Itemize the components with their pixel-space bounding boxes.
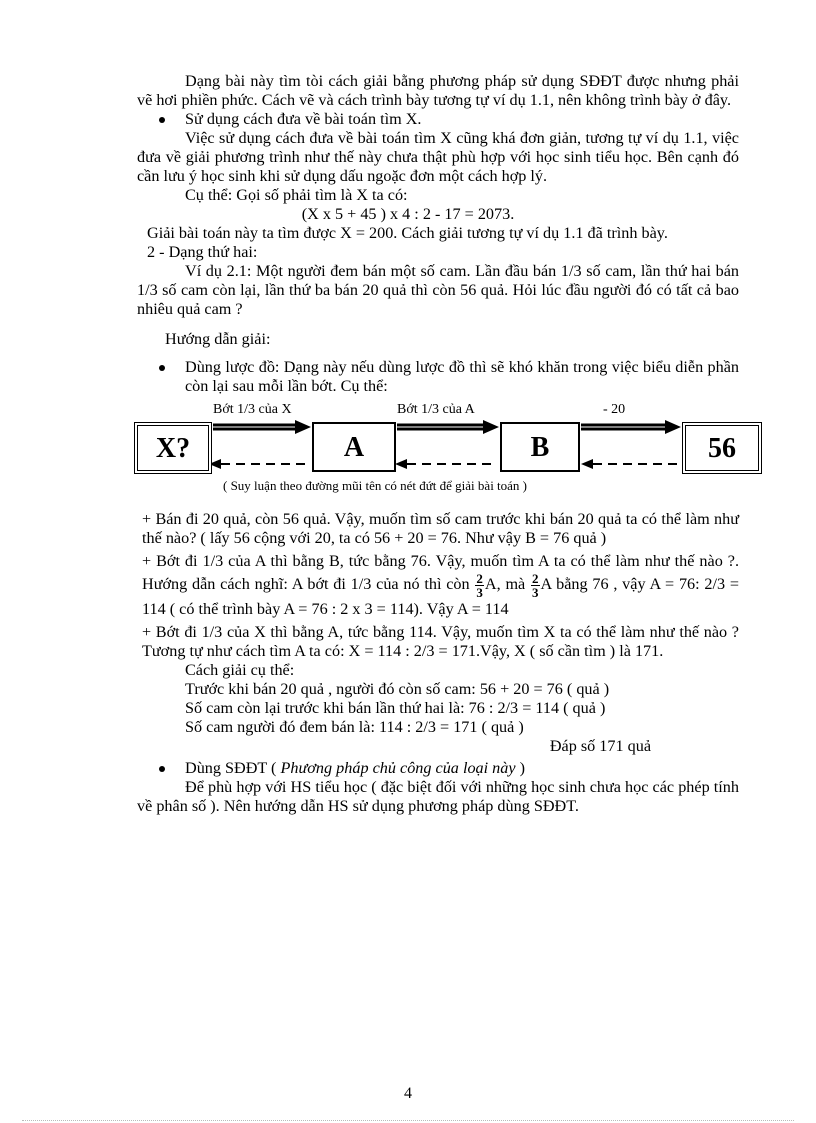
solution-title: Cách giải cụ thể: bbox=[185, 661, 295, 679]
page-number: 4 bbox=[404, 1085, 412, 1102]
label-minus-third-x: Bớt 1/3 của X bbox=[213, 402, 292, 417]
box-56: 56 bbox=[682, 422, 762, 474]
bullet-diagram-text: Dùng lược đồ: Dạng này nếu dùng lược đồ thì sẽ khó khăn trong việc biểu diễn phần còn lại sau mỗi lần bớt. Cụ thể: bbox=[185, 358, 739, 395]
bullet-sddt bbox=[137, 759, 739, 778]
paragraph-intro: Dạng bài này tìm tòi cách giải bằng phương pháp sử dụng SĐĐT được nhưng phải vẽ hơi phiền phức. Cách vẽ và cách trình bày tương tự ví dụ 1.1, nên không trình bày ở đây. bbox=[137, 72, 739, 109]
solution-line-2: Số cam còn lại trước khi bán lần thứ hai là: 76 : 2/3 = 114 ( quả ) bbox=[185, 699, 606, 717]
bullet-dot-icon bbox=[159, 766, 165, 772]
paragraph-solution-x: Giải bài toán này ta tìm được X = 200. Cách giải tương tự ví dụ 1.1 đã trình bày. bbox=[147, 224, 668, 242]
equation: (X x 5 + 45 ) x 4 : 2 - 17 = 2073. bbox=[301, 205, 515, 223]
box-x: X? bbox=[134, 422, 212, 474]
solid-arrow-x-to-a bbox=[213, 420, 311, 434]
dashed-arrow-56-to-b bbox=[581, 459, 679, 469]
reasoning-step-2 bbox=[137, 551, 739, 620]
solid-arrow-b-to-56 bbox=[581, 420, 681, 434]
paragraph-specific: Cụ thể: Gọi số phải tìm là X ta có: bbox=[185, 186, 408, 204]
paragraph-sddt: Để phù hợp với HS tiểu học ( đặc biệt đối với những học sinh chưa học các phép tính về phân số ). Nên hướng dẫn HS sử dụng phương pháp dùng SĐĐT. bbox=[137, 778, 739, 815]
bullet-sddt-post: ) bbox=[515, 759, 525, 777]
fraction-two-thirds bbox=[531, 572, 540, 599]
reasoning-step-1: + Bán đi 20 quả, còn 56 quả. Vậy, muốn tìm số cam trước khi bán 20 quả ta có thể làm như thế nào? ( lấy 56 cộng với 20, ta có 56 + 20 = 76. Như vậy B = 76 quả ) bbox=[142, 510, 739, 547]
bullet-dot-icon bbox=[159, 365, 165, 371]
fraction-numerator: 2 bbox=[532, 571, 539, 586]
document-body bbox=[137, 72, 739, 816]
box-a: A bbox=[312, 422, 396, 472]
flow-diagram bbox=[121, 396, 761, 494]
label-minus-third-a: Bớt 1/3 của A bbox=[397, 402, 475, 417]
fraction-numerator: 2 bbox=[476, 571, 483, 586]
heading-form-two: 2 - Dạng thứ hai: bbox=[147, 243, 258, 261]
reasoning-step-2-a: + Bớt đi 1/3 của A thì bằng B, tức bằng 76. Vậy, muốn tìm A ta có thể làm như thế nào ?. Hướng dẫn cách nghĩ: A bớt đi 1/3 của nó thì còn bbox=[142, 552, 739, 594]
example-2-1: Ví dụ 2.1: Một người đem bán một số cam. Lần đầu bán 1/3 số cam, lần thứ hai bán 1/3 số cam còn lại, lần thứ ba bán 20 quả thì còn 56 quả. Hỏi lúc đầu người đó có tất cả bao nhiêu quả cam ? bbox=[137, 262, 739, 318]
bullet-dot-icon bbox=[159, 117, 165, 123]
reasoning-step-3: + Bớt đi 1/3 của X thì bằng A, tức bằng 114. Vậy, muốn tìm X ta có thể làm như thế nào ?Tương tự như cách tìm A ta có: X = 114 : 2/3 = 171.Vậy, X ( số cần tìm ) là 171. bbox=[142, 623, 739, 660]
fraction-denominator: 3 bbox=[532, 585, 539, 600]
fraction-two-thirds bbox=[475, 572, 484, 599]
bullet-find-x bbox=[137, 110, 739, 129]
bullet-sddt-italic: Phương pháp chủ công của loại này bbox=[280, 759, 516, 777]
bullet-sddt-pre: Dùng SĐĐT ( bbox=[185, 759, 281, 777]
dashed-arrow-a-to-x bbox=[209, 459, 307, 469]
footer-divider bbox=[22, 1120, 794, 1121]
solution-line-3: Số cam người đó đem bán là: 114 : 2/3 = 171 ( quả ) bbox=[185, 718, 524, 736]
paragraph-find-x: Việc sử dụng cách đưa về bài toán tìm X cũng khá đơn giản, tương tự ví dụ 1.1, việc đưa về giải phương trình như thế này chưa thật phù hợp với học sinh tiểu học. Bên cạnh đó cần lưu ý học sinh khi sử dụng dấu ngoặc đơn một cách hợp lý. bbox=[137, 129, 739, 185]
guide-heading: Hướng dẫn giải: bbox=[165, 330, 271, 348]
bullet-diagram bbox=[137, 358, 739, 396]
solid-arrow-a-to-b bbox=[397, 420, 499, 434]
dashed-arrow-b-to-a bbox=[395, 459, 495, 469]
label-minus-20: - 20 bbox=[603, 402, 626, 417]
fraction-denominator: 3 bbox=[476, 585, 483, 600]
reasoning-step-2-b: A, mà bbox=[484, 575, 526, 594]
final-answer: Đáp số 171 quả bbox=[549, 737, 651, 755]
reasoning-step-2-c: A bằng 76 , vậy A = 76: 2/3 = 114 ( có thể trình bày A = 76 : 2 x 3 = 114). Vậy A = 114 bbox=[142, 575, 740, 618]
diagram-caption: ( Suy luận theo đường mũi tên có nét đứt để giải bài toán ) bbox=[223, 478, 528, 493]
box-b: B bbox=[500, 422, 580, 472]
solution-line-1: Trước khi bán 20 quả , người đó còn số cam: 56 + 20 = 76 ( quả ) bbox=[185, 680, 610, 698]
bullet-find-x-text: Sử dụng cách đưa về bài toán tìm X. bbox=[185, 110, 422, 128]
